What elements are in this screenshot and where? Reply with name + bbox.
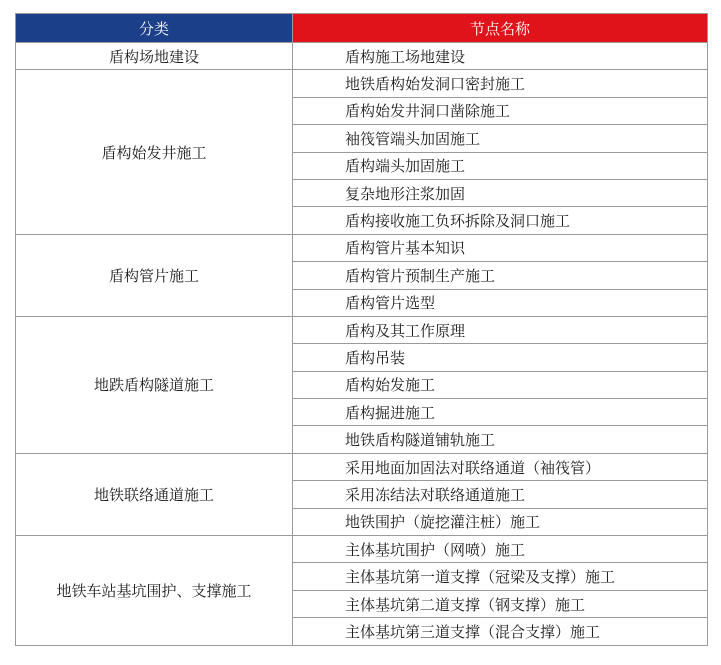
category-cell: 盾构场地建设 [16, 43, 293, 70]
node-cell: 盾构始发井洞口凿除施工 [293, 97, 708, 124]
node-cell: 地铁盾构隧道铺轨施工 [293, 426, 708, 453]
node-cell: 盾构始发施工 [293, 371, 708, 398]
node-cell: 采用地面加固法对联络通道（袖筏管） [293, 453, 708, 480]
category-cell: 地跌盾构隧道施工 [16, 316, 293, 453]
node-cell: 盾构管片预制生产施工 [293, 262, 708, 289]
table-row [16, 234, 708, 261]
node-cell: 盾构接收施工负环拆除及洞口施工 [293, 207, 708, 234]
category-cell: 地铁联络通道施工 [16, 453, 293, 535]
node-cell: 盾构吊装 [293, 344, 708, 371]
table-row [16, 316, 708, 343]
category-cell: 地铁车站基坑围护、支撑施工 [16, 536, 293, 646]
node-cell: 主体基坑第三道支撑（混合支撑）施工 [293, 618, 708, 645]
node-cell: 采用冻结法对联络通道施工 [293, 481, 708, 508]
category-header: 分类 [16, 14, 293, 43]
table-row [16, 453, 708, 480]
table-row [16, 70, 708, 97]
node-table [15, 13, 708, 646]
node-cell: 盾构管片选型 [293, 289, 708, 316]
node-cell: 复杂地形注浆加固 [293, 179, 708, 206]
node-cell: 主体基坑第一道支撑（冠梁及支撑）施工 [293, 563, 708, 590]
category-cell: 盾构始发井施工 [16, 70, 293, 234]
table-body [16, 43, 708, 646]
node-header: 节点名称 [293, 14, 708, 43]
node-cell: 袖筏管端头加固施工 [293, 125, 708, 152]
category-cell: 盾构管片施工 [16, 234, 293, 316]
node-cell: 盾构管片基本知识 [293, 234, 708, 261]
table-row [16, 536, 708, 563]
node-cell: 盾构端头加固施工 [293, 152, 708, 179]
node-cell: 主体基坑围护（网喷）施工 [293, 536, 708, 563]
node-cell: 地铁盾构始发洞口密封施工 [293, 70, 708, 97]
node-cell: 盾构施工场地建设 [293, 43, 708, 70]
table-row [16, 43, 708, 70]
node-cell: 主体基坑第二道支撑（钢支撑）施工 [293, 590, 708, 617]
node-cell: 盾构掘进施工 [293, 399, 708, 426]
node-cell: 盾构及其工作原理 [293, 316, 708, 343]
node-cell: 地铁围护（旋挖灌注桩）施工 [293, 508, 708, 535]
table-header-row [16, 14, 708, 43]
